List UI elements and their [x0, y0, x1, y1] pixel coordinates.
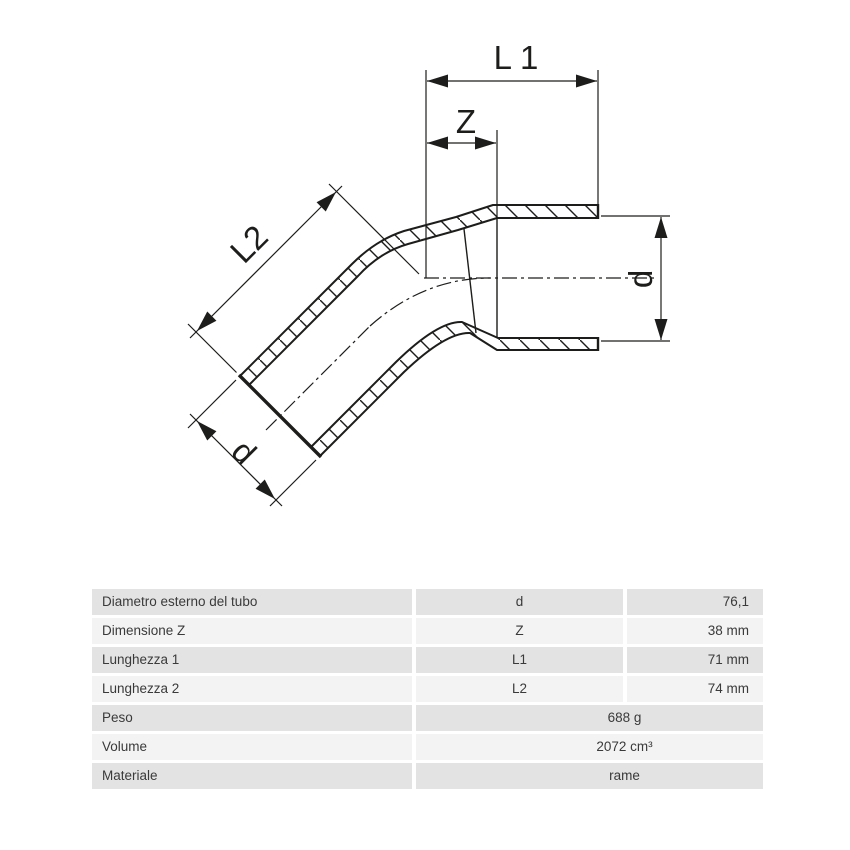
arrowhead-d-right-top	[655, 217, 668, 238]
row-symbol: Z	[416, 618, 623, 644]
arrowhead-z-left	[427, 137, 448, 150]
arrowhead-l1-left	[427, 75, 448, 88]
row-value: 76,1	[627, 589, 763, 615]
row-label: Volume	[92, 734, 412, 760]
extension-line-d-left-lower	[270, 460, 316, 506]
row-symbol: L2	[416, 676, 623, 702]
dim-label-l2: L2	[222, 217, 275, 270]
dim-label-z: Z	[455, 103, 477, 140]
socket-taper-line	[464, 229, 476, 333]
table-row-volume	[92, 734, 763, 760]
row-label: Peso	[92, 705, 412, 731]
table-row-lunghezza-1	[92, 647, 763, 673]
row-value: 2072 cm³	[416, 734, 763, 760]
row-label: Lunghezza 2	[92, 676, 412, 702]
dim-label-l1: L 1	[493, 39, 539, 76]
row-symbol: L1	[416, 647, 623, 673]
lower-wall-outer-line	[320, 333, 598, 456]
upper-wall-inner-line	[249, 218, 598, 385]
table-row-lunghezza-2	[92, 676, 763, 702]
dimension-arrowheads	[192, 75, 667, 504]
row-value: 74 mm	[627, 676, 763, 702]
dim-label-d-left: d	[224, 432, 264, 472]
dim-label-d-right: d	[622, 269, 659, 289]
table-row-materiale	[92, 763, 763, 789]
arrowhead-l1-right	[576, 75, 597, 88]
arrowhead-z-right	[475, 137, 496, 150]
row-label: Dimensione Z	[92, 618, 412, 644]
row-label: Lunghezza 1	[92, 647, 412, 673]
row-value: 38 mm	[627, 618, 763, 644]
extension-line-l2-lower	[188, 324, 237, 373]
row-value: 688 g	[416, 705, 763, 731]
row-label: Diametro esterno del tubo	[92, 589, 412, 615]
row-value: rame	[416, 763, 763, 789]
table-row-diametro	[92, 589, 763, 615]
spec-table	[92, 589, 763, 792]
pipe-body	[239, 204, 598, 457]
row-value: 71 mm	[627, 647, 763, 673]
table-row-peso	[92, 705, 763, 731]
row-symbol: d	[416, 589, 623, 615]
table-row-dimensione-z	[92, 618, 763, 644]
dimension-labels	[223, 39, 659, 471]
extension-line-d-left-upper	[188, 380, 236, 428]
row-label: Materiale	[92, 763, 412, 789]
arrowhead-d-right-bottom	[655, 319, 668, 340]
